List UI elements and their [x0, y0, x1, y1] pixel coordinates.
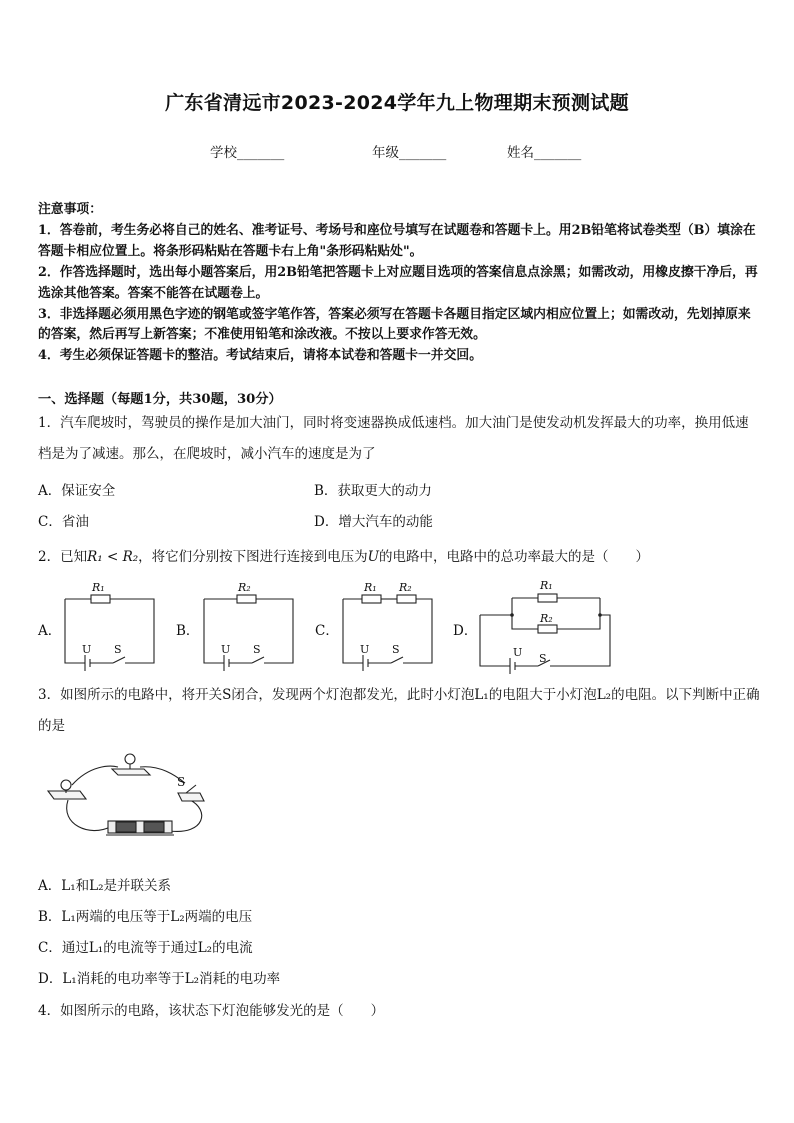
section-heading: 一、选择题（每题1分，共30题，30分） — [38, 392, 282, 407]
question-2-text-end: 的电路中，电路中的总功率最大的是（ ） — [379, 549, 650, 565]
switch-label: S — [177, 775, 186, 789]
notice-item-3: 3．非选择题必须用黑色字迹的钢笔或签字笔作答，答案必须写在答题卡各题目指定区域内相应位置上；如需改动，先划掉原来的答案，然后再写上新答案；不准使用铅笔和涂改液。不按以上要求作答无效。 — [38, 306, 751, 343]
question-3-option-d: D．L₁消耗的电功率等于L₂消耗的电功率 — [38, 971, 281, 987]
grade-field: 年级_______ — [372, 145, 447, 161]
label-r1-a: R₁ — [92, 581, 105, 594]
question-3-circuit-photo — [40, 745, 220, 845]
question-1-stem — [38, 408, 762, 470]
label-r1-c: R₁ — [364, 581, 377, 594]
question-1-option-a: A．保证安全 — [38, 483, 116, 499]
notice-item-1: 1．答卷前，考生务必将自己的姓名、准考证号、考场号和座位号填写在试题卷和答题卡上。用2B铅笔将试卷类型（B）填涂在答题卡相应位置上。将条形码粘贴在答题卡右上角"条形码粘贴处"。 — [38, 222, 756, 259]
label-u-a: U — [82, 643, 92, 656]
question-3-option-a: A．L₁和L₂是并联关系 — [38, 878, 172, 894]
label-s-a: S — [114, 643, 122, 656]
question-2-option-b: B． — [176, 623, 200, 639]
question-2-option-c: C． — [315, 623, 339, 639]
question-3-option-c: C．通过L₁的电流等于通过L₂的电流 — [38, 940, 253, 956]
name-field: 姓名_______ — [507, 145, 582, 161]
question-2-voltage-symbol: U — [367, 549, 380, 565]
notice-item-2: 2．作答选择题时，选出每小题答案后，用2B铅笔把答题卡上对应题目选项的答案信息点涂黑；如需改动，用橡皮擦干净后，再选涂其他答案。答案不能答在试题卷上。 — [38, 264, 758, 301]
label-r2-c: R₂ — [399, 581, 412, 594]
label-u-b: U — [221, 643, 231, 656]
notice-block — [38, 200, 760, 367]
label-r2-b: R₂ — [238, 581, 251, 594]
document-title: 广东省清远市2023-2024学年九上物理期末预测试题 — [165, 92, 629, 114]
question-3-stem — [38, 680, 762, 742]
question-2-stem — [38, 545, 649, 565]
question-3-option-b: B．L₁两端的电压等于L₂两端的电压 — [38, 909, 253, 925]
question-2-option-d: D． — [453, 623, 478, 639]
question-1-option-c: C．省油 — [38, 514, 89, 530]
question-4-stem: 4．如图所示的电路，该状态下灯泡能够发光的是（ ） — [38, 1003, 385, 1019]
label-r1-d: R₁ — [540, 579, 553, 592]
circuit-c — [343, 595, 432, 671]
question-2-text-pre: 2．已知 — [38, 549, 88, 565]
notice-item-4: 4．考生必须保证答题卡的整洁。考试结束后，请将本试卷和答题卡一并交回。 — [38, 348, 482, 364]
school-field: 学校_______ — [210, 145, 285, 161]
question-2-condition: R₁ < R₂ — [87, 549, 139, 565]
label-s-d: S — [539, 652, 547, 665]
label-r2-d: R₂ — [540, 612, 553, 625]
label-u-c: U — [360, 643, 370, 656]
question-1-text: 1．汽车爬坡时，驾驶员的操作是加大油门，同时将变速器换成低速档。加大油门是使发动机发挥最大的功率，换用低速档是为了减速。那么，在爬坡时，减小汽车的速度是为了 — [38, 415, 749, 462]
question-1-option-b: B．获取更大的动力 — [314, 483, 432, 499]
label-s-b: S — [253, 643, 261, 656]
question-1-option-d: D．增大汽车的动能 — [314, 514, 433, 530]
label-u-d: U — [513, 646, 523, 659]
circuit-a — [65, 595, 154, 671]
question-2-option-a: A． — [38, 623, 62, 639]
circuit-b — [204, 595, 293, 671]
question-3-text: 3．如图所示的电路中，将开关S闭合，发现两个灯泡都发光，此时小灯泡L₁的电阻大于小灯泡L₂的电阻。以下判断中正确的是 — [38, 687, 760, 734]
notice-heading: 注意事项： — [38, 202, 102, 217]
question-2-text-mid: ，将它们分别按下图进行连接到电压为 — [138, 549, 368, 565]
label-s-c: S — [392, 643, 400, 656]
